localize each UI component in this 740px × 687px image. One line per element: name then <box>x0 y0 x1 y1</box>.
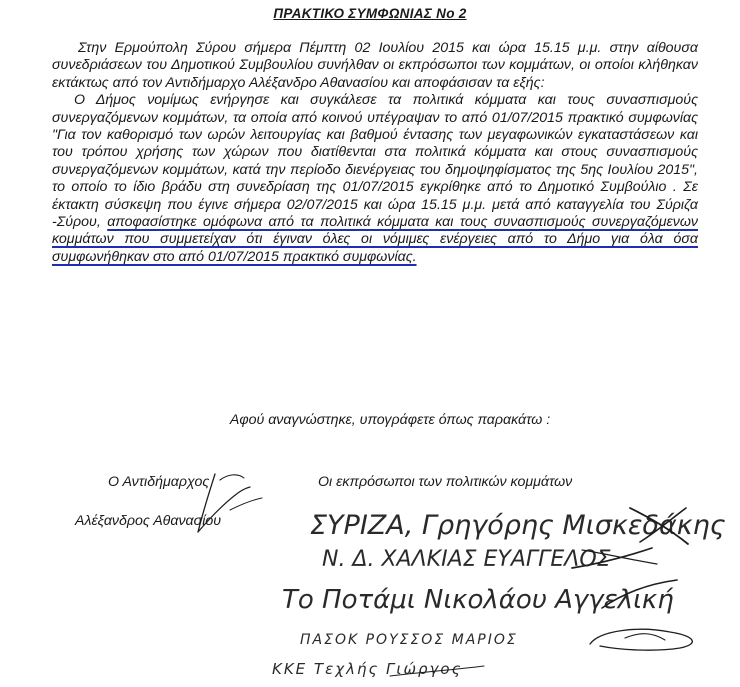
representatives-label: Οι εκπρόσωποι των πολιτικών κομμάτων <box>318 474 573 490</box>
signature-potami <box>282 574 692 620</box>
signature-nd <box>322 538 682 578</box>
signature-pasok <box>300 622 720 654</box>
document-title: ΠΡΑΚΤΙΚΟ ΣΥΜΦΩΝΙΑΣ Νο 2 <box>273 6 467 21</box>
paragraph-1: Στην Ερμούπολη Σύρου σήμερα Πέμπτη 02 Ιουλίου 2015 και ώρα 15.15 μ.μ. στην αίθουσα συνεδριάσεων του Δημοτικού Συμβουλίου συνήλθαν οι εκπρόσωποι των κομμάτων, οι οποίοι κλήθηκαν εκτάκτως από τον Αντιδήμαρχο Αλέξανδρο Αθανασίου και αποφάσισαν τα εξής: <box>52 40 698 91</box>
document-body <box>52 40 698 266</box>
svg-text:ΠΑΣΟΚ ΡΟΥΣΣΟΣ ΜΑΡΙΟΣ: ΠΑΣΟΚ ΡΟΥΣΣΟΣ ΜΑΡΙΟΣ <box>300 632 518 648</box>
svg-text:ΚΚΕ Τεχλής Γιώργος: ΚΚΕ Τεχλής Γιώργος <box>272 660 463 678</box>
paragraph-2 <box>52 92 698 266</box>
svg-text:ΣΥΡΙΖΑ, Γρηγόρης Μισκεδάκης: ΣΥΡΙΖΑ, Γρηγόρης Μισκεδάκης <box>310 510 726 541</box>
signing-instruction: Αφού αναγνώστηκε, υπογράφετε όπως παρακάτω : <box>229 412 551 428</box>
svg-text:Ν. Δ. ΧΑΛΚΙΑΣ ΕΥΑΓΓΕΛΟΣ: Ν. Δ. ΧΑΛΚΙΑΣ ΕΥΑΓΓΕΛΟΣ <box>322 547 611 572</box>
deputy-mayor-signature <box>190 470 280 540</box>
deputy-mayor-name: Αλέξανδρος Αθανασίου <box>75 513 222 529</box>
deputy-mayor-label: Ο Αντιδήμαρχος <box>108 474 210 490</box>
svg-text:Το Ποτάμι Νικολάου Αγγελική: Το Ποτάμι Νικολάου Αγγελική <box>282 585 674 615</box>
underlined-decision: αποφασίστηκε ομόφωνα από τα πολιτικά κόμματα και τους συνασπισμούς συνεργαζόμενων κομμάτων που συμμετείχαν ότι έγιναν όλες οι νόμιμες ενέργειες από το Δήμο για όλα όσα συμφωνήθηκαν στο από 01/07/2015 πρακτικό συμφωνίας. <box>52 214 698 265</box>
signature-kke <box>272 652 572 684</box>
paragraph-2-text: Ο Δήμος νομίμως ενήργησε και συγκάλεσε τα πολιτικά κόμματα και τους συνασπισμούς συνεργαζόμενων κομμάτων, τα οποία από κοινού υπέγραψαν το από 01/07/2015 πρακτικό συμφωνίας "Για τον καθορισμό των ωρών λειτουργίας και βαθμού έντασης των μεγαφωνικών εγκαταστάσεων και του τρόπου χρήσης των χώρων που διατίθενται στα πολιτικά κόμματα και στους συνασπισμούς συνεργαζόμενων κομμάτων, κατά την περίοδο διενέργειας του δημοψηφίσματος της 5ης Ιουλίου 2015", το οποίο το ίδιο βράδυ στη συνεδρίαση της 01/07/2015 εγκρίθηκε από το Δημοτικό Συμβούλιο . Σε έκτακτη σύσκεψη που έγινε σήμερα 02/07/2015 και ώρα 15.15 μ.μ. μετά από καταγγελία του Σύριζα -Σύρου, <box>52 92 698 231</box>
